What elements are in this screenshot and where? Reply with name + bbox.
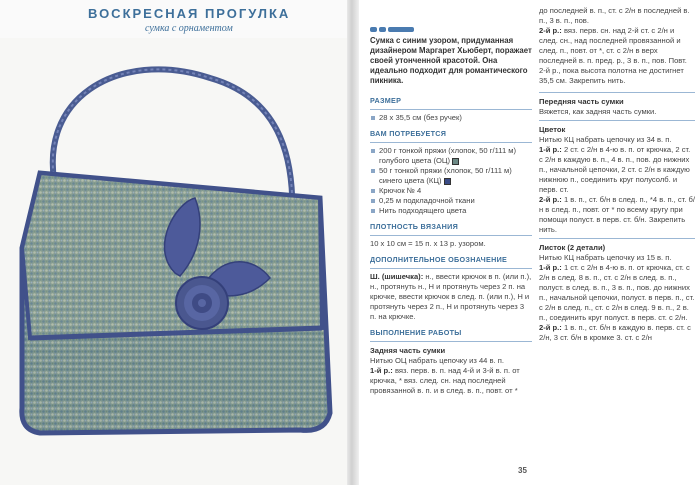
divider bbox=[539, 92, 695, 93]
divider bbox=[370, 235, 532, 236]
notation-text: Ш. (шишечка): н., ввести крючок в п. (или п.), н., протянуть н., Н и протянуть через 2 п. на крючке, ввести крючок в след. п. (или п.), Н и протянуть через 2 п., Н и протянуть через 3 п. на крючке. bbox=[370, 272, 532, 321]
divider bbox=[370, 142, 532, 143]
book-gutter bbox=[347, 0, 359, 485]
divider bbox=[370, 268, 532, 269]
divider bbox=[539, 120, 695, 121]
back-text: Нитью ОЦ набрать цепочку из 44 в. п. bbox=[370, 356, 504, 365]
leaf-row1: 1-й р.: 1 ст. с 2/н в 4-ю в. п. от крючка, ст. с 2/н в след. 8 в. п., ст. с 2/н в след. в. п., полуст. в след. в. п., 3 в. п., пов. до нижних п., начальной цепочки, полуст. в перв. п., ст. с 2/н в след. п., ст. с 2/н в след. 9 в. п., 2 в. п., соединить круг полуст. в перв. ст. с 2/н. bbox=[539, 263, 695, 322]
flower-row2: 2-й р.: 1 в. п., ст. б/н в след. п., *4 в. п., ст. б/н в след. п., повт. от * по всему кругу при помощи полуст. в перв. ст. б/н. Закрепить нить. bbox=[539, 195, 695, 234]
flower-row1: 1-й р.: 2 ст. с 2/н в 4-ю в. п. от крючка, 2 ст. с 2/н в каждую в. п., 4 в. п., пов. до нижних п., начальной цепочки, 2 ст. с 2/н в каждую нижнюю п., соединить круг полусолб. и перв. ст. bbox=[539, 145, 691, 194]
section-subtitle: сумка с орнаментом bbox=[145, 23, 233, 34]
right-page bbox=[359, 0, 700, 485]
back-heading: Задняя часть сумки bbox=[370, 346, 446, 355]
front-text: Вяжется, как задняя часть сумки. bbox=[539, 107, 657, 116]
section-title: ВОСКРЕСНАЯ ПРОГУЛКА bbox=[88, 6, 291, 21]
text-column-right bbox=[539, 6, 695, 343]
gauge-text: 10 х 10 см = 15 п. х 13 р. узором. bbox=[370, 239, 486, 248]
size-value: 28 х 35,5 см (без ручек) bbox=[370, 113, 532, 123]
text-column-left bbox=[370, 0, 532, 396]
flower-text: Нитью КЦ набрать цепочку из 34 в. п. bbox=[539, 135, 672, 144]
left-page bbox=[0, 0, 347, 485]
decorative-tabs-icon bbox=[370, 27, 532, 32]
crochet-bag-photo bbox=[0, 38, 347, 485]
back-row2: 2-й р.: вяз. перв. сн. над 2-й ст. с 2/н и след. сн., над последней провязанной и след. п., повт. от *, ст. с 2/н в верх последней в. п. пред. р., 3 в. п., пов. Повт. 2-й р., пока высота полотна не достигнет 35,5 см. Закрепить нить. bbox=[539, 26, 687, 85]
leaf-text: Нитью КЦ набрать цепочку из 15 в. п. bbox=[539, 253, 672, 262]
divider bbox=[370, 109, 532, 110]
leaf-row2: 2-й р.: 1 в. п., ст. б/н в каждую в. перв. ст. с 2/н, 3 ст. б/н в кромке 3. ст. с 2/н bbox=[539, 323, 691, 342]
material-item: 50 г тонкой пряжи (хлопок, 50 г/111 м) синего цвета (КЦ) bbox=[370, 166, 532, 186]
notation-heading: ДОПОЛНИТЕЛЬНОЕ ОБОЗНАЧЕНИЕ bbox=[370, 255, 508, 264]
material-item: 0,25 м подкладочной ткани bbox=[370, 196, 532, 206]
material-item: 200 г тонкой пряжи (хлопок, 50 г/111 м) голубого цвета (ОЦ) bbox=[370, 146, 532, 166]
leaf-heading: Листок (2 детали) bbox=[539, 243, 606, 252]
color-swatch bbox=[452, 158, 459, 165]
divider bbox=[539, 238, 695, 239]
flower-heading: Цветок bbox=[539, 125, 566, 134]
intro-paragraph: Сумка с синим узором, придуманная дизайнером Маргарет Хьюберт, поражает своей утонченной красотой. Она идеально подходит для романтического пикника. bbox=[370, 36, 532, 85]
color-swatch bbox=[444, 178, 451, 185]
front-heading: Передняя часть сумки bbox=[539, 97, 624, 106]
work-heading: ВЫПОЛНЕНИЕ РАБОТЫ bbox=[370, 328, 462, 337]
size-heading: РАЗМЕР bbox=[370, 96, 402, 105]
page-number: 35 bbox=[518, 466, 527, 475]
back-continued: до последней в. п., ст. с 2/н в последней в. п., 3 в. п., пов. bbox=[539, 6, 690, 25]
materials-heading: ВАМ ПОТРЕБУЕТСЯ bbox=[370, 129, 447, 138]
material-item: Крючок № 4 bbox=[370, 186, 532, 196]
material-item: Нить подходящего цвета bbox=[370, 206, 532, 216]
divider bbox=[370, 341, 532, 342]
back-row1: 1-й р.: вяз. перв. в. п. над 4-й и 3-й в. п. от крючка, * вяз. след. сн. над последней провязанной в. п. и в след. в. п., повт. от * bbox=[370, 366, 520, 395]
gauge-heading: ПЛОТНОСТЬ ВЯЗАНИЯ bbox=[370, 222, 459, 231]
